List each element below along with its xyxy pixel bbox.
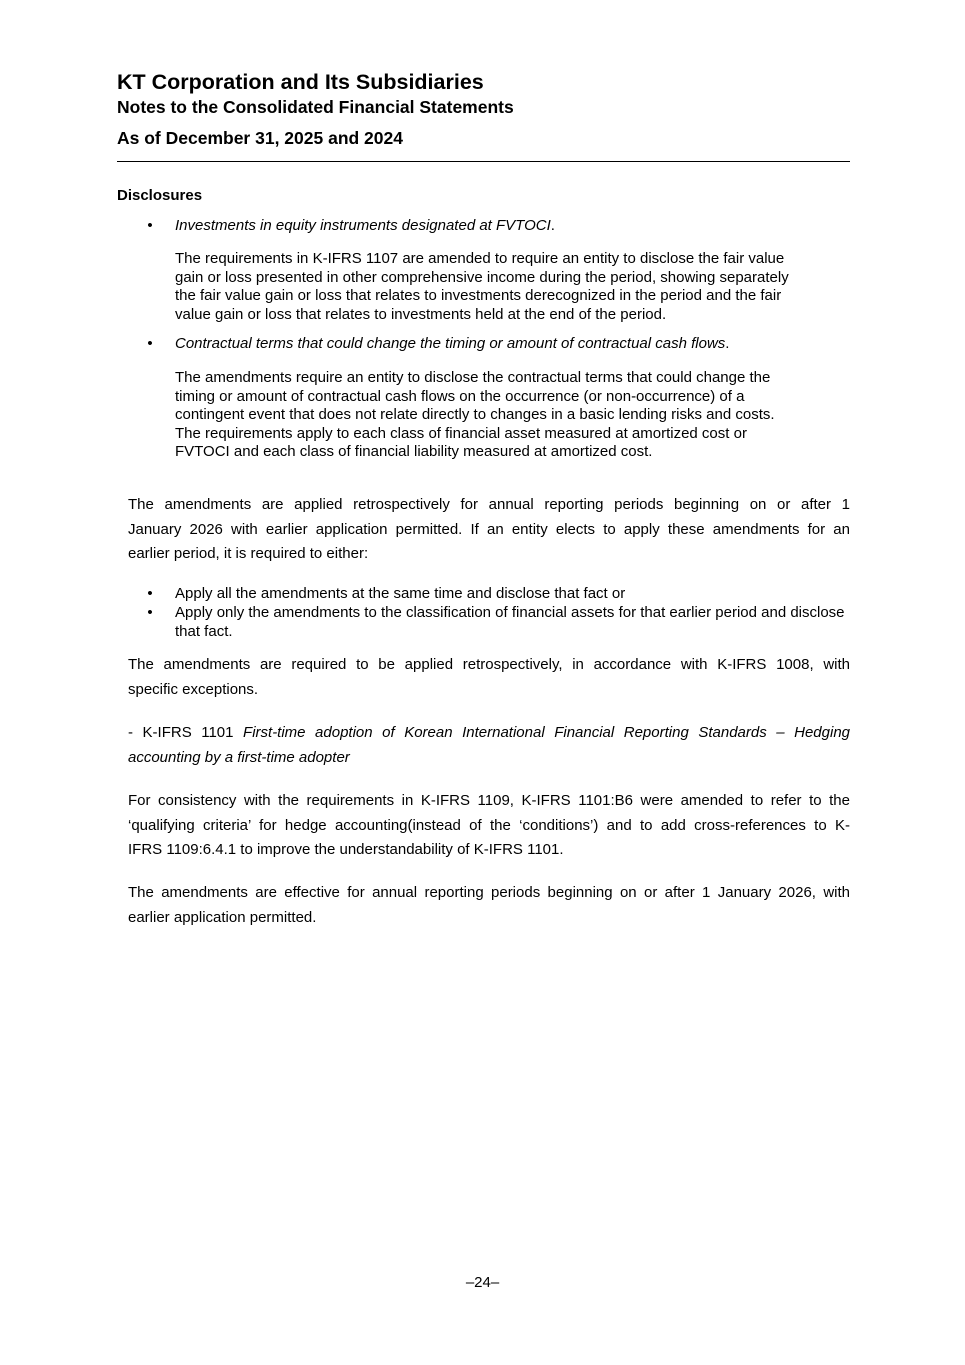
- heading-line: [128, 721, 850, 746]
- reporting-date: As of December 31, 2025 and 2024: [117, 128, 403, 148]
- bullet-heading: [175, 217, 555, 236]
- list-item-text: Apply only the amendments to the classification of financial assets for that earlier period and disclose that fact.: [175, 604, 845, 640]
- header-divider: [117, 161, 850, 162]
- paragraph-line: timing or amount of contractual cash flows on the occurrence (or non-occurrence) of a: [175, 387, 745, 405]
- paragraph-line: FVTOCI and each class of financial liability measured at amortized cost.: [175, 443, 653, 461]
- contractual-terms-paragraph: [175, 369, 850, 462]
- paragraph-line: The amendments are required to be applied retrospectively, in accordance with K-IFRS 1008, with: [128, 656, 850, 673]
- document-subtitle: Notes to the Consolidated Financial Statements: [117, 97, 514, 117]
- page-number: –24–: [465, 1274, 500, 1291]
- bullet-icon: •: [147, 217, 153, 234]
- paragraph-line: earlier application permitted.: [128, 908, 317, 926]
- paragraph-line: contingent event that does not relate directly to changes in a basic lending risks and costs.: [175, 406, 775, 424]
- paragraph-line: The requirements apply to each class of financial asset measured at amortized cost or: [175, 424, 747, 442]
- paragraph-line: the fair value gain or loss that relates to investments derecognized in the period and the fair: [175, 287, 782, 305]
- bullet-icon: •: [147, 585, 153, 602]
- paragraph-line: The amendments are applied retrospectively for annual reporting periods beginning on or after 1: [128, 496, 850, 513]
- paragraph-line: value gain or loss that relates to investments held at the end of the period.: [175, 305, 667, 323]
- bullet-icon: •: [147, 335, 153, 352]
- consistency-paragraph: [128, 789, 850, 863]
- paragraph-line: January 2026 with earlier application permitted. If an entity elects to apply these amendments for an: [128, 520, 850, 538]
- list-item: [144, 603, 850, 641]
- paragraph-line: ‘qualifying criteria’ for hedge accounting(instead of the ‘conditions’) and to add cross-references to K-: [128, 816, 850, 834]
- paragraph-line: earlier period, it is required to either:: [128, 545, 369, 562]
- heading-line: accounting by a first-time adopter: [128, 748, 350, 766]
- paragraph-line: IFRS 1109:6.4.1 to improve the understandability of K-IFRS 1101.: [128, 841, 564, 858]
- bullet-heading-punct: .: [725, 335, 730, 352]
- application-options-list: [144, 584, 850, 641]
- bullet-icon: •: [147, 604, 153, 621]
- kifrs1101-heading: [128, 721, 850, 770]
- paragraph-line: The amendments are effective for annual reporting periods beginning on or after 1 January 2026, with: [128, 884, 850, 901]
- fvtoci-paragraph: [175, 250, 850, 324]
- paragraph-line: specific exceptions.: [128, 680, 259, 698]
- paragraph-line: gain or loss presented in other comprehensive income during the period, showing separately: [175, 268, 789, 286]
- bullet-heading: [175, 335, 729, 354]
- paragraph-line: The requirements in K-IFRS 1107 are amended to require an entity to disclose the fair value: [175, 250, 785, 267]
- company-name: KT Corporation and Its Subsidiaries: [117, 70, 484, 94]
- list-item: [144, 584, 850, 603]
- paragraph-line: For consistency with the requirements in K-IFRS 1109, K-IFRS 1101:B6 were amended to refer to the: [128, 792, 850, 809]
- heading-prefix: - K-IFRS 1101: [128, 724, 244, 741]
- heading-title: First-time adoption of Korean International Financial Reporting Standards – Hedging: [243, 724, 851, 741]
- bullet-heading-text: Investments in equity instruments designated at FVTOCI: [175, 217, 551, 234]
- bullet-heading-punct: .: [550, 217, 555, 234]
- list-item-text: Apply all the amendments at the same time and disclose that fact or: [175, 585, 626, 602]
- page-header: [117, 68, 850, 149]
- section-title-disclosures: Disclosures: [117, 187, 203, 204]
- paragraph-line: The amendments require an entity to disclose the contractual terms that could change the: [175, 369, 771, 386]
- effective-date-paragraph: [128, 881, 850, 930]
- retrospective-paragraph: [128, 653, 850, 702]
- application-paragraph: [128, 493, 850, 567]
- bullet-heading-text: Contractual terms that could change the timing or amount of contractual cash flows: [175, 335, 726, 352]
